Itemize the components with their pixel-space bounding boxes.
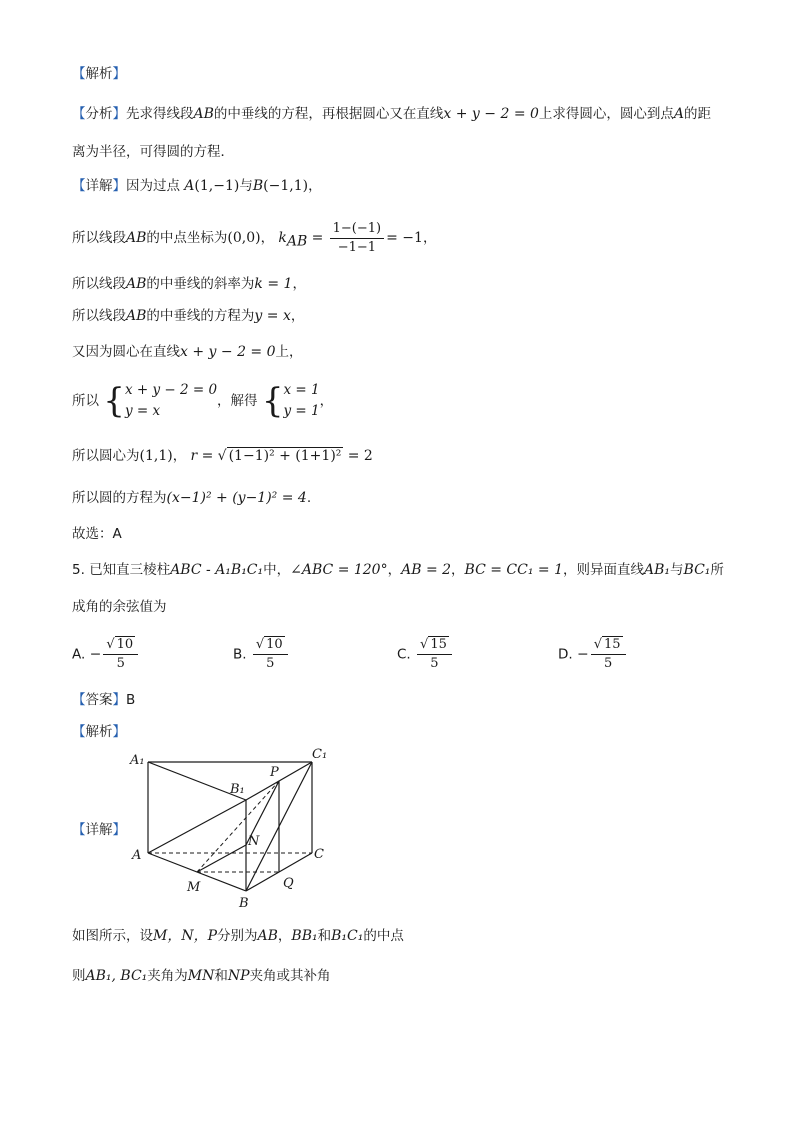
option-label: D.: [558, 646, 573, 663]
text: 夹角为: [147, 968, 188, 984]
math-points: M，N，P: [153, 928, 218, 944]
text: 的距: [684, 106, 712, 122]
label-a1: A₁: [130, 753, 145, 768]
text: ，: [319, 393, 334, 409]
text: 和: [317, 928, 332, 944]
option-fraction: [417, 636, 452, 673]
text: ，: [422, 230, 437, 246]
system-row-1: x + y − 2 = 0: [124, 382, 218, 398]
math-seg: AB: [193, 106, 214, 122]
detail-step-3: [72, 274, 306, 294]
analysis-heading-2: [72, 722, 126, 742]
math-seg: AB: [126, 230, 147, 246]
text: 先求得线段: [126, 106, 194, 122]
math-midpoint: (0,0): [227, 230, 261, 246]
sqrt-symbol: √: [420, 637, 429, 652]
text: 与: [239, 178, 253, 194]
fraction-den: −1−1: [337, 239, 377, 255]
option-label: C.: [397, 646, 411, 663]
analysis-line-1: [72, 104, 711, 124]
text: ，: [387, 562, 402, 578]
math-center: (1,1): [139, 448, 173, 464]
text: 的中垂线的斜率为: [146, 276, 255, 292]
sqrt-symbol: √: [255, 637, 265, 652]
detail-step-6: [72, 378, 333, 424]
slope-fraction: [330, 220, 384, 257]
detail-step-1: [72, 176, 322, 196]
detail-step-5: [72, 342, 303, 362]
detail-label: 详解: [85, 822, 113, 838]
bracket-close: 】: [112, 692, 126, 708]
text: 的中垂线的方程，再根据圆心又在直线: [213, 106, 444, 122]
text: 又因为圆心在直线: [72, 344, 180, 360]
math-coord-a: (1,−1): [194, 178, 240, 194]
sqrt-symbol: √: [217, 448, 227, 464]
heading-label: 解析: [85, 66, 113, 82]
problem-5-line-1: [72, 560, 724, 580]
math-seg: AB: [126, 308, 147, 324]
segment-ab1: [148, 800, 246, 853]
text: 则: [72, 968, 86, 984]
text: 上，: [275, 344, 303, 360]
problem-number: 5.: [72, 562, 85, 578]
system-brace: [103, 378, 217, 424]
text: 的中点: [363, 928, 404, 944]
detail-heading-2: [72, 820, 126, 840]
answer-line: 故选：A: [72, 526, 122, 542]
sqrt-radicand: (1−1)² + (1+1)²: [228, 448, 342, 464]
label-a: A: [132, 848, 142, 863]
problem-5-line-2: 成角的余弦值为: [72, 599, 167, 615]
text: 和: [214, 968, 228, 984]
bracket-close: 】: [112, 106, 126, 122]
label-m: M: [187, 880, 201, 895]
math-point: A: [673, 106, 685, 122]
text: 如图所示，设: [72, 928, 153, 944]
option-radicand: 15: [430, 637, 447, 652]
solution-brace: [262, 378, 320, 424]
math-eq: =: [311, 230, 324, 246]
math-point-b: B: [252, 178, 264, 194]
bracket-open: 【: [72, 692, 86, 708]
label-n: N: [248, 834, 260, 849]
text: 因为过点: [126, 178, 180, 194]
radius-sqrt: [218, 446, 344, 466]
math-prism: ABC - A₁B₁C₁: [170, 562, 264, 578]
option-radicand: 10: [266, 637, 283, 652]
math-line-eq: x + y − 2 = 0: [443, 106, 539, 122]
text: 已知直三棱柱: [89, 562, 171, 578]
conclusion-line-1: [72, 926, 404, 946]
math-seg-b1c1: B₁C₁: [331, 928, 364, 944]
math-angle: ∠ABC = 120°: [290, 562, 388, 578]
option-denominator: 5: [604, 656, 613, 671]
text: 中，: [263, 562, 291, 578]
conclusion-line-2: [72, 966, 331, 986]
text: 的中垂线的方程为: [146, 308, 255, 324]
text: 分别为: [217, 928, 258, 944]
text: 所以圆心为: [72, 448, 140, 464]
sqrt-symbol: √: [593, 637, 603, 652]
math-bc1: BC₁: [683, 562, 711, 578]
detail-step-4: [72, 306, 304, 326]
math-mn: MN: [187, 968, 215, 984]
text: ，: [172, 448, 187, 464]
math-r: r =: [190, 448, 214, 464]
math-bc: BC = CC₁ = 1: [464, 562, 563, 578]
option-d: [558, 636, 628, 673]
math-segments: AB₁, BC₁: [85, 968, 148, 984]
detail-step-2: [72, 218, 436, 262]
text: 的中点坐标为: [146, 230, 228, 246]
text: ，则异面直线: [563, 562, 644, 578]
math-seg-ab: AB: [257, 928, 278, 944]
option-fraction: [253, 636, 288, 673]
brace-symbol: {: [103, 381, 125, 421]
solution-row-1: x = 1: [283, 382, 320, 398]
bracket-open: 【: [72, 178, 86, 194]
bracket-close: 】: [112, 822, 126, 838]
option-sign: −: [576, 646, 589, 663]
bracket-close: 】: [112, 724, 126, 740]
option-label: A.: [72, 646, 86, 663]
segment-mn: [197, 845, 246, 872]
brace-symbol: {: [261, 381, 284, 421]
text: 所以线段: [72, 276, 126, 292]
text: ，: [277, 928, 292, 944]
option-denominator: 5: [116, 656, 125, 671]
analysis-label: 分析: [85, 106, 113, 122]
fraction-num: [417, 636, 452, 655]
text: ，: [292, 276, 306, 292]
text: 所以圆的方程为: [72, 490, 167, 506]
math-coord-b: (−1,1): [263, 178, 309, 194]
analysis-line-2: 离为半径，可得圆的方程．: [72, 144, 234, 160]
brace-rows: [125, 380, 217, 422]
system-row-2: y = x: [124, 403, 161, 419]
label-c: C: [314, 847, 324, 862]
option-radicand: 10: [116, 637, 134, 652]
bracket-close: 】: [112, 66, 126, 82]
math-eq: y = x: [254, 308, 291, 324]
math-seg: AB: [126, 276, 147, 292]
text: 所以线段: [72, 230, 126, 246]
detail-label: 详解: [85, 178, 113, 194]
math-ab: AB = 2: [401, 562, 452, 578]
math-eq: x + y − 2 = 0: [180, 344, 276, 360]
option-denominator: 5: [266, 656, 275, 671]
math-np: NP: [227, 968, 250, 984]
text: 上求得圆心，圆心到点: [538, 106, 674, 122]
bracket-open: 【: [72, 822, 86, 838]
option-sign: −: [89, 646, 102, 663]
brace-rows: [283, 380, 319, 422]
answer-value: B: [126, 692, 136, 708]
label-p: P: [270, 765, 279, 780]
option-radicand: 15: [604, 637, 621, 652]
solution-row-2: y = 1: [283, 403, 320, 419]
bracket-open: 【: [72, 106, 86, 122]
label-q: Q: [283, 876, 294, 891]
bracket-close: 】: [112, 178, 126, 194]
answer-heading: [72, 690, 135, 710]
text: ，: [260, 230, 275, 246]
math-result: = −1: [386, 230, 423, 246]
fraction-num: [253, 636, 288, 655]
fraction-num: 1−(−1): [330, 220, 384, 239]
fraction-num: [591, 636, 626, 655]
bracket-open: 【: [72, 66, 86, 82]
math-eq: (x−1)² + (y−1)² = 4: [166, 490, 307, 506]
text: .: [306, 490, 312, 506]
text: 所以线段: [72, 308, 126, 324]
math-k: k: [278, 230, 287, 246]
text: 所: [710, 562, 724, 578]
label-c1: C₁: [312, 747, 328, 762]
text: ，: [290, 308, 305, 324]
fraction-num: [103, 636, 138, 655]
detail-step-7: [72, 446, 373, 466]
math-result: = 2: [347, 448, 373, 464]
detail-step-8: [72, 488, 311, 508]
math-eq: k = 1: [254, 276, 293, 292]
text: 与: [670, 562, 684, 578]
analysis-label: 解析: [85, 724, 113, 740]
math-point-a: A: [184, 178, 195, 194]
text: ，解得: [217, 393, 258, 409]
sqrt-symbol: √: [106, 637, 115, 652]
option-b: [233, 636, 290, 673]
option-fraction: [103, 636, 138, 673]
section-heading-analysis: [72, 64, 126, 84]
text: 所以: [72, 393, 99, 409]
math-seg-bb1: BB₁: [291, 928, 318, 944]
bracket-open: 【: [72, 724, 86, 740]
text: 夹角或其补角: [249, 968, 331, 984]
option-label: B.: [233, 646, 247, 663]
option-fraction: [591, 636, 626, 673]
option-a: [72, 636, 140, 673]
math-k-sub: AB: [286, 233, 308, 250]
option-c: [397, 636, 454, 673]
option-denominator: 5: [430, 656, 439, 671]
label-b: B: [239, 896, 249, 911]
answer-label: 答案: [85, 692, 113, 708]
math-ab1: AB₁: [644, 562, 671, 578]
text: ，: [451, 562, 465, 578]
label-b1: B₁: [230, 782, 245, 797]
prism-figure: [120, 745, 340, 915]
text: ，: [308, 178, 322, 194]
